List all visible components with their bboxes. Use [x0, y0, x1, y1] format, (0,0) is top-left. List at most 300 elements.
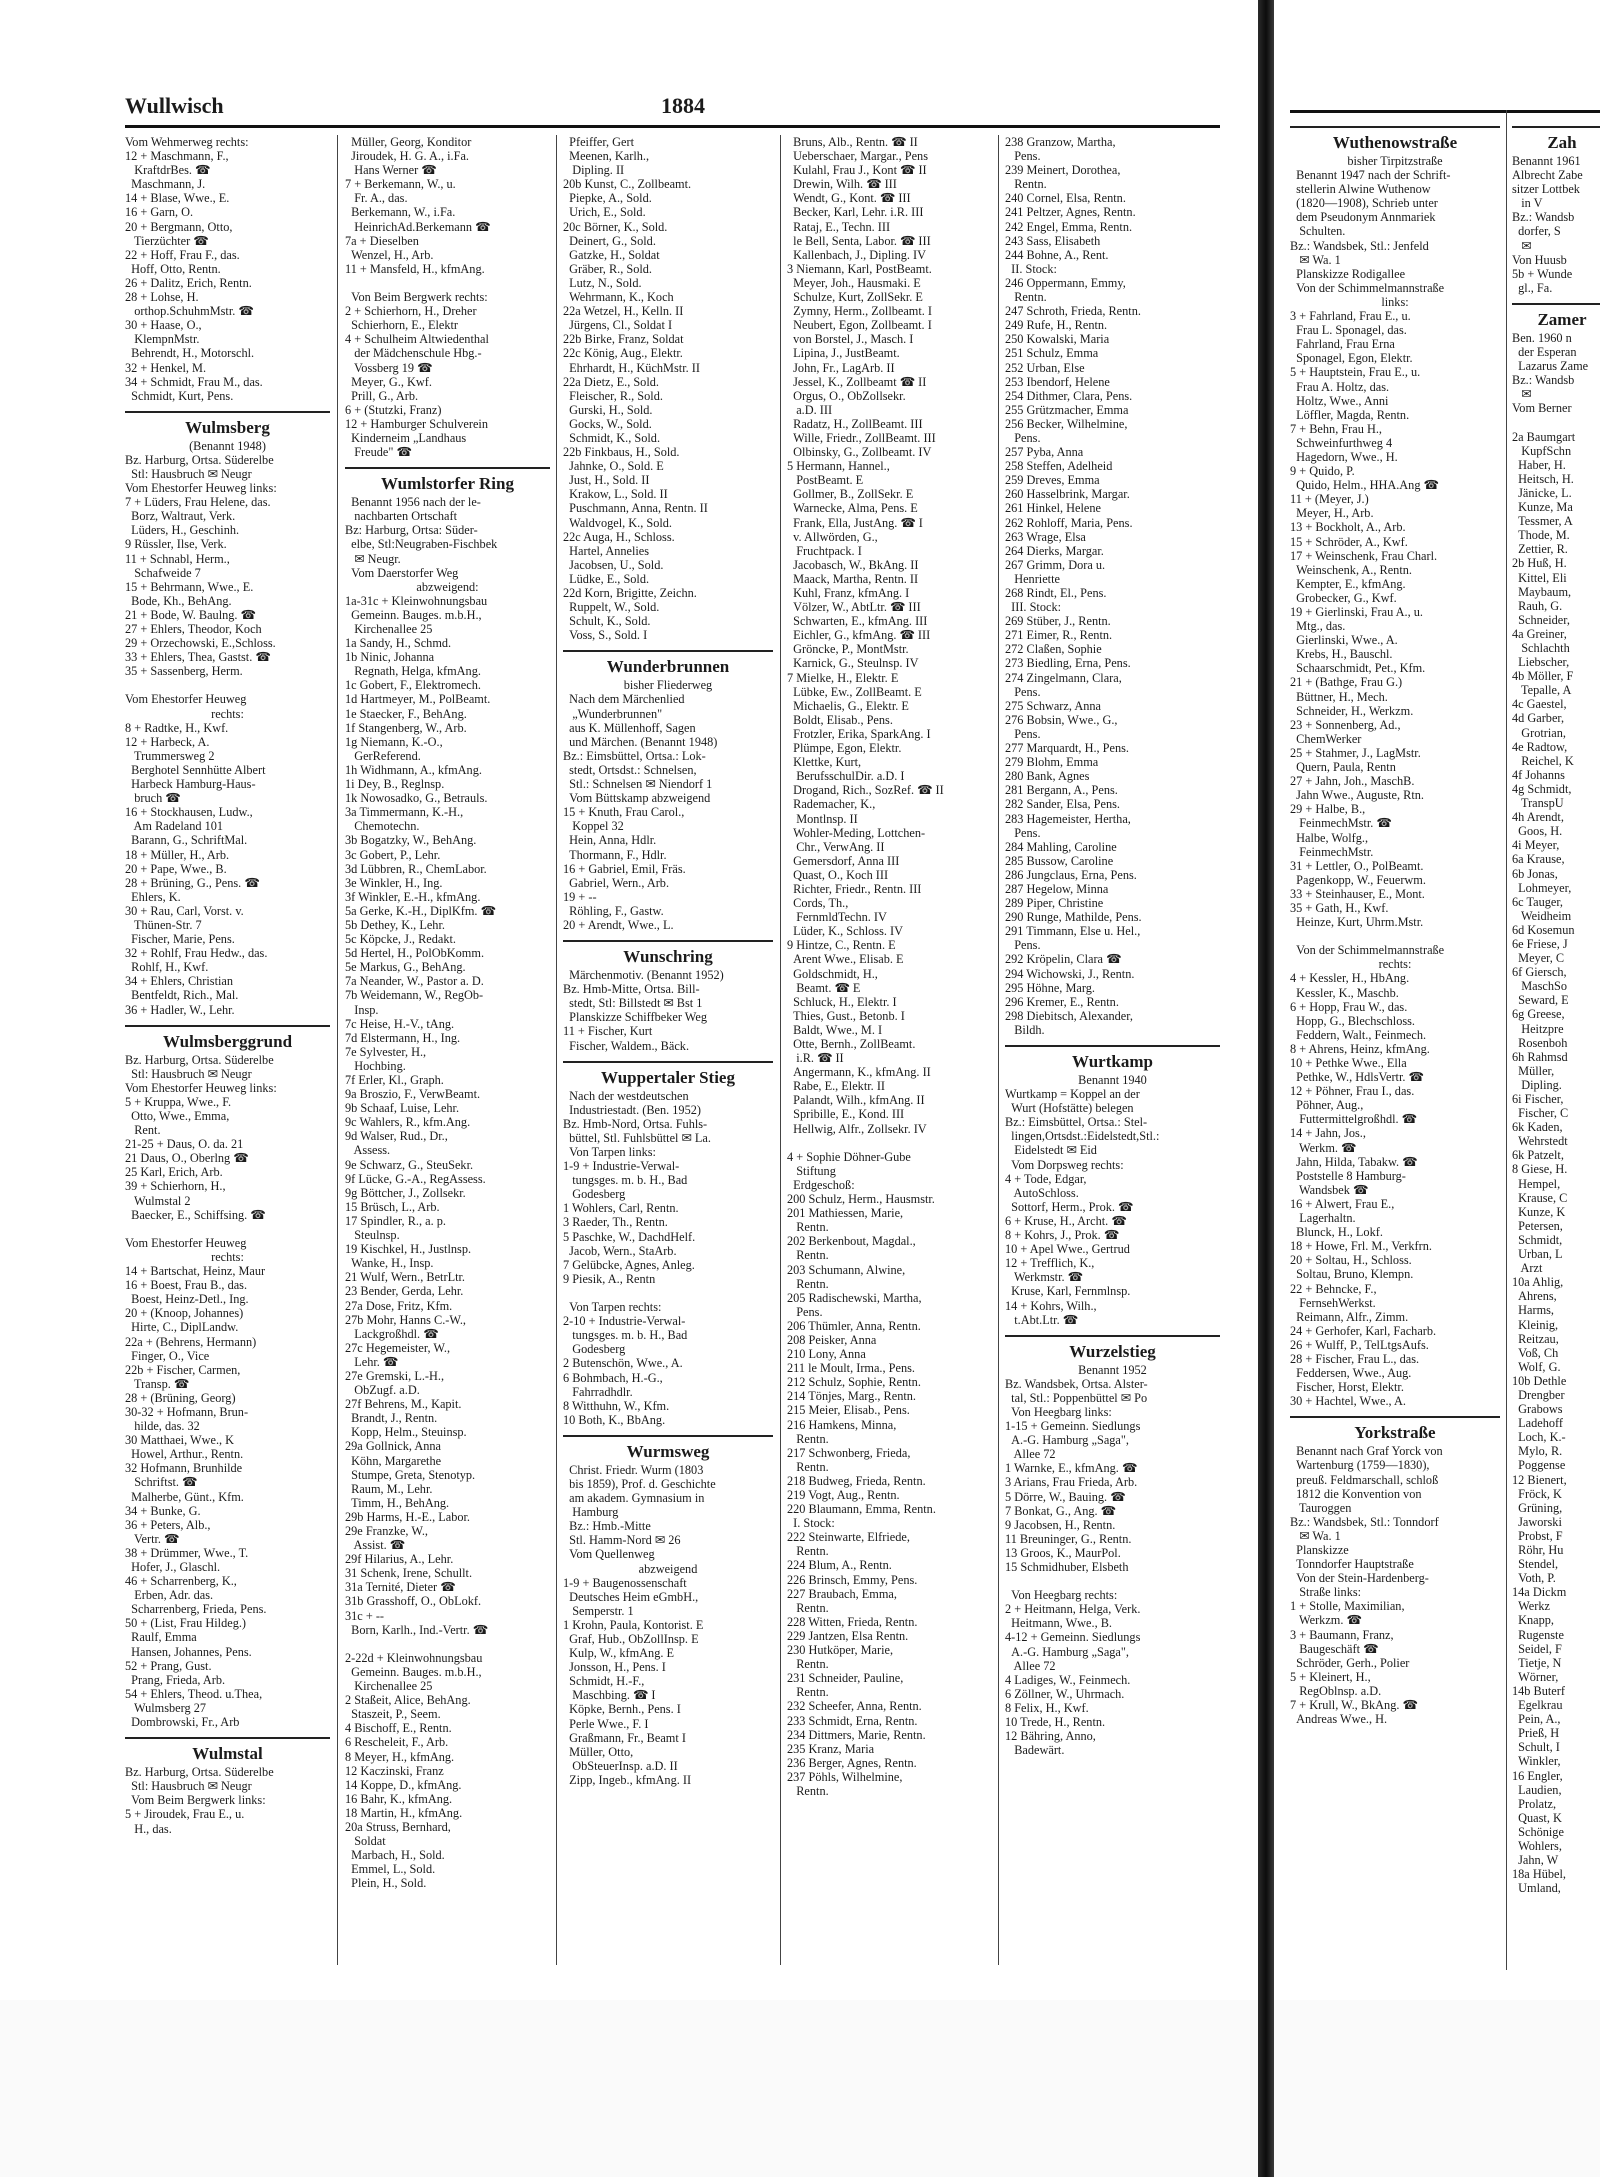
directory-entry: 1 Wohlers, Carl, Rentn.: [563, 1201, 679, 1216]
directory-entry: aus K. Müllenhoff, Sagen: [563, 720, 696, 735]
directory-entry: Weidheim: [1512, 908, 1572, 923]
street-heading: Wunderbrunnen: [563, 650, 773, 678]
directory-entry: Harbeck Hamburg-Haus-: [125, 777, 256, 792]
directory-entry: Jahn, W: [1512, 1853, 1559, 1868]
directory-entry: Hirte, C., DiplLandw.: [125, 1320, 239, 1335]
directory-entry: 9 Jacobsen, H., Rentn.: [1005, 1517, 1116, 1532]
directory-entry: bruch ☎: [125, 791, 181, 806]
directory-entry: tungsges. m. b. H., Bad: [563, 1328, 688, 1343]
directory-entry: 11 + (Meyer, J.): [1290, 492, 1369, 507]
column-divider: [998, 135, 999, 1965]
directory-entry: Montlnsp. II: [787, 811, 858, 826]
directory-entry: Michaelis, G., Elektr. E: [787, 698, 909, 713]
directory-entry: Transp. ☎: [125, 1376, 190, 1391]
directory-entry: 30 Matthaei, Wwe., K: [125, 1433, 235, 1448]
directory-entry: Kunze, Ma: [1512, 500, 1573, 515]
directory-entry: Borz, Waltraut, Verk.: [125, 509, 236, 524]
directory-entry: Bildh.: [1005, 1022, 1045, 1037]
directory-entry: 4 + Tode, Edgar,: [1005, 1171, 1087, 1186]
directory-entry: 27 + Jahn, Joh., MaschB.: [1290, 774, 1415, 789]
directory-entry: 3e Winkler, H., Ing.: [345, 875, 443, 890]
directory-entry: Urban, L: [1512, 1247, 1563, 1262]
directory-entry: Jaworski: [1512, 1514, 1562, 1529]
directory-entry: 5 Paschke, W., DachdHelf.: [563, 1229, 696, 1244]
directory-entry: 6d Kosemun: [1512, 922, 1575, 937]
directory-entry: Rohlf, H., Kwf.: [125, 960, 209, 975]
directory-entry: Hochbing.: [345, 1058, 406, 1073]
directory-entry: Petersen,: [1512, 1218, 1563, 1233]
directory-entry: 4 + Sophie Döhner-Gube: [787, 1149, 911, 1164]
page-bottom-margin: [0, 2000, 1600, 2177]
directory-entry: 30-32 + Hofmann, Brun-: [125, 1404, 249, 1419]
directory-entry: 20 + Bergmann, Otto,: [125, 219, 233, 234]
directory-entry: Insp.: [345, 1002, 379, 1017]
directory-entry: Harms,: [1512, 1303, 1555, 1318]
directory-entry: 29 + Halbe, B.,: [1290, 802, 1366, 817]
directory-entry: 9d Walser, Rud., Dr.,: [345, 1129, 448, 1144]
directory-entry: Gierlinski, Wwe., A.: [1290, 633, 1398, 648]
directory-entry: 18a Hübel,: [1512, 1867, 1566, 1882]
directory-entry: ✉: [1512, 387, 1532, 402]
directory-entry: 1f Stangenberg, W., Arb.: [345, 720, 467, 735]
directory-entry: Otto, Wwe., Emma,: [125, 1109, 230, 1123]
directory-entry: Richter, Friedr., Rentn. III: [787, 881, 922, 896]
directory-entry: von Borstel, J., Masch. I: [787, 332, 914, 347]
directory-entry: 4a Greiner,: [1512, 626, 1567, 641]
directory-entry: Pöhner, Aug.,: [1290, 1098, 1364, 1113]
directory-entry: preuß. Feldmarschall, schloß: [1290, 1472, 1439, 1487]
directory-entry: 9g Böttcher, J., Zollsekr.: [345, 1185, 466, 1200]
directory-entry: 5a Gerke, K.-H., DiplKfm. ☎: [345, 903, 496, 918]
directory-entry: Raum, M., Lehr.: [345, 1481, 433, 1496]
directory-entry: 237 Pöhls, Wilhelmine,: [787, 1769, 903, 1784]
directory-entry: Von Heegbarg rechts:: [1005, 1588, 1118, 1603]
directory-entry: 34 + Schmidt, Frau M., das.: [125, 374, 263, 389]
directory-entry: 6h Rahmsd: [1512, 1049, 1568, 1064]
directory-entry: Prieß, H: [1512, 1726, 1560, 1741]
directory-entry: Schult, K., Sold.: [563, 614, 651, 629]
directory-entry: 12 + Trefflich, K.,: [1005, 1256, 1095, 1271]
directory-entry: Vertr. ☎: [125, 1531, 180, 1546]
directory-entry: Grabows: [1512, 1402, 1563, 1417]
directory-entry: Probst, F: [1512, 1528, 1563, 1543]
directory-entry: 4h Arendt,: [1512, 810, 1564, 825]
directory-entry: 258 Steffen, Adelheid: [1005, 459, 1113, 474]
directory-entry: lingen,Ortsdst.:Eidelstedt,Stl.:: [1005, 1129, 1160, 1144]
directory-entry: Hein, Anna, Hdlr.: [563, 833, 657, 848]
directory-entry: RegOblnsp. a.D.: [1290, 1683, 1382, 1698]
directory-entry: 3 Raeder, Th., Rentn.: [563, 1215, 668, 1230]
directory-entry: 215 Meier, Elisab., Pens.: [787, 1403, 910, 1418]
directory-entry: 262 Rohloff, Maria, Pens.: [1005, 515, 1133, 530]
directory-entry: 6k Patzelt,: [1512, 1148, 1564, 1163]
directory-entry: 21 + (Bathge, Frau G.): [1290, 675, 1403, 690]
directory-entry: Fischer, Horst, Elektr.: [1290, 1380, 1404, 1395]
directory-entry: Drengber: [1512, 1387, 1565, 1402]
directory-entry: Schneider,: [1512, 612, 1570, 627]
directory-entry: Vom Ehestorfer Heuweg links:: [125, 481, 277, 496]
directory-entry: 7f Erler, Kl., Graph.: [345, 1073, 444, 1087]
directory-entry: Köpke, Bernh., Pens. I: [563, 1702, 681, 1717]
directory-entry: 10a Ahlig,: [1512, 1275, 1564, 1290]
column-5: [1005, 135, 1220, 1965]
directory-entry: KupfSchn: [1512, 443, 1572, 458]
directory-entry: Dipling.: [1512, 1077, 1562, 1092]
directory-entry: Orgus, O., ObZollsekr.: [787, 388, 906, 403]
directory-entry: Waldvogel, K., Sold.: [563, 515, 672, 530]
directory-entry: 1k Nowosadko, G., Betrauls.: [345, 791, 488, 806]
directory-entry: Kulp, W., kfmAng. E: [563, 1646, 675, 1661]
directory-entry: 26 + Dalitz, Erich, Rentn.: [125, 275, 252, 290]
directory-entry: 15 Brüsch, L., Arb.: [345, 1199, 440, 1214]
directory-entry: Hagedorn, Wwe., H.: [1290, 449, 1398, 464]
directory-entry: Löffler, Magda, Rentn.: [1290, 407, 1410, 422]
directory-entry: tungsges. m. b. H., Bad: [563, 1173, 688, 1188]
book-binding-gutter: [1258, 0, 1274, 2177]
directory-entry: 20a Struss, Bernhard,: [345, 1819, 451, 1834]
directory-entry: 263 Wrage, Elsa: [1005, 529, 1086, 544]
directory-entry: Fischer, C: [1512, 1106, 1569, 1121]
directory-entry: 8 + Radtke, H., Kwf.: [125, 720, 229, 735]
directory-entry: Schmidt, K., Sold.: [563, 430, 661, 445]
directory-entry: KraftdrBes. ☎: [125, 163, 211, 178]
directory-entry: Barann, G., SchriftMal.: [125, 833, 248, 848]
directory-entry: Berkemann, W., i.Fa.: [345, 205, 456, 220]
directory-entry: 231 Schneider, Pauline,: [787, 1671, 904, 1686]
directory-entry: t.Abt.Ltr. ☎: [1005, 1312, 1079, 1327]
directory-entry: 10 + Apel Wwe., Gertrud: [1005, 1242, 1130, 1257]
directory-entry: Hoff, Otto, Rentn.: [125, 261, 221, 276]
directory-entry: 12 + Hamburger Schulverein: [345, 416, 488, 431]
directory-entry: Klettke, Kurt,: [787, 755, 862, 770]
directory-entry: 19 + --: [563, 889, 597, 904]
directory-entry: Rataj, E., Techn. III: [787, 219, 891, 234]
directory-entry: Eichler, G., kfmAng. ☎ III: [787, 628, 931, 643]
directory-entry: Werkm. ☎: [1290, 1140, 1357, 1155]
directory-entry: 2 + Heitmann, Helga, Verk.: [1005, 1602, 1141, 1617]
directory-entry: Am Radeland 101: [125, 819, 224, 834]
directory-entry: Meyer, Joh., Hausmaki. E: [787, 275, 921, 290]
directory-entry: Wulmstal 2: [125, 1193, 191, 1208]
directory-entry: 217 Schwonberg, Frieda,: [787, 1445, 911, 1460]
directory-entry: Rabe, E., Elektr. II: [787, 1079, 886, 1094]
directory-entry: Kirchenallee 25: [345, 1679, 433, 1694]
directory-entry: 25 + Stahmer, J., LagMstr.: [1290, 745, 1421, 760]
directory-entry: 243 Sass, Elisabeth: [1005, 233, 1101, 248]
directory-entry: Von der Schimmelmannstraße: [1290, 280, 1445, 295]
directory-entry: Bentfeldt, Rich., Mal.: [125, 988, 239, 1003]
directory-entry: Krause, C: [1512, 1190, 1568, 1205]
directory-entry: 39 + Schierhorn, H.,: [125, 1179, 226, 1194]
directory-entry: Stendel,: [1512, 1557, 1559, 1572]
directory-entry: 22a + (Behrens, Hermann): [125, 1334, 257, 1349]
directory-entry: Jonsson, H., Pens. I: [563, 1660, 666, 1675]
directory-entry: stedt, Stl: Billstedt ✉ Bst 1: [563, 996, 703, 1011]
directory-entry: 2 + Schierhorn, H., Dreher: [345, 304, 477, 319]
directory-entry: Thünen-Str. 7: [125, 917, 202, 932]
directory-entry: GerReferend.: [345, 748, 421, 763]
directory-entry: Schmidt,: [1512, 1232, 1563, 1247]
directory-entry: 5c Köpcke, J., Redakt.: [345, 932, 456, 947]
directory-entry: Urich, E., Sold.: [563, 205, 646, 220]
directory-entry: 282 Sander, Elsa, Pens.: [1005, 797, 1120, 812]
directory-entry: Frotzler, Erika, SparkAng. I: [787, 726, 931, 741]
directory-entry: Kittel, Eli: [1512, 570, 1567, 585]
directory-entry: 6i Fischer,: [1512, 1092, 1564, 1106]
directory-entry: Bz. Harburg, Ortsa. Süderelbe: [125, 452, 274, 467]
directory-entry: 14 + Bartschat, Heinz, Maur: [125, 1264, 266, 1279]
directory-entry: Stl.: Schnelsen ✉ Niendorf 1: [563, 777, 713, 792]
directory-entry: 290 Runge, Mathilde, Pens.: [1005, 910, 1142, 925]
directory-entry: 4b Möller, F: [1512, 669, 1574, 684]
directory-entry: dem Pseudonym Annmariek: [1290, 210, 1436, 225]
directory-entry: 11 + Fischer, Kurt: [563, 1024, 653, 1039]
directory-entry: Andreas Wwe., H.: [1290, 1712, 1388, 1727]
directory-entry: Rademacher, K.,: [787, 797, 876, 812]
directory-entry: 233 Schmidt, Erna, Rentn.: [787, 1713, 918, 1728]
directory-entry: 6 Bohmbach, H.-G.,: [563, 1370, 663, 1385]
directory-entry: 9 Rüssler, Ilse, Verk.: [125, 537, 227, 552]
street-heading: Wunschring: [563, 940, 773, 968]
directory-entry: 20 + (Knoop, Johannes): [125, 1306, 244, 1321]
directory-entry: Fleischer, R., Sold.: [563, 388, 663, 403]
directory-entry: 11 Breuninger, G., Rentn.: [1005, 1531, 1132, 1546]
directory-entry: 236 Berger, Agnes, Rentn.: [787, 1755, 917, 1770]
directory-entry: 1a Sandy, H., Schmd.: [345, 636, 452, 651]
directory-entry: Gatzke, H., Soldat: [563, 247, 660, 262]
directory-entry: 7d Elstermann, H., Ing.: [345, 1030, 461, 1045]
directory-entry: 18 Martin, H., kfmAng.: [345, 1805, 463, 1820]
directory-entry: 34 + Bunke, G.: [125, 1503, 201, 1518]
directory-entry: Thode, M.: [1512, 528, 1570, 543]
directory-entry: und Märchen. (Benannt 1948): [563, 734, 718, 749]
directory-entry: Lüders, H., Geschinh.: [125, 523, 240, 538]
directory-entry: Wehrmann, K., Koch: [563, 290, 674, 305]
directory-entry: Vom Ehestorfer Heuweg: [125, 1235, 247, 1250]
directory-entry: Regnath, Helga, kfmAng.: [345, 664, 481, 679]
directory-entry: 14a Dickm: [1512, 1585, 1567, 1600]
directory-entry: 234 Dittmers, Marie, Rentn.: [787, 1727, 926, 1742]
directory-entry: Goldschmidt, H.,: [787, 966, 878, 981]
directory-entry: Benannt 1956 nach der le-: [345, 495, 481, 510]
directory-entry: v. Allwörden, G.,: [787, 529, 878, 544]
directory-entry: Lehr. ☎: [345, 1354, 399, 1369]
directory-entry: Scharrenberg, Frieda, Pens.: [125, 1602, 267, 1617]
directory-entry: 2 Butenschön, Wwe., A.: [563, 1356, 683, 1371]
directory-entry: 15 + Schröder, A., Kwf.: [1290, 534, 1408, 549]
directory-entry: 261 Hinkel, Helene: [1005, 501, 1101, 516]
directory-entry: Schafweide 7: [125, 565, 201, 580]
directory-entry: 30 + Hachtel, Wwe., A.: [1290, 1394, 1406, 1409]
directory-entry: Prang, Frieda, Arb.: [125, 1672, 226, 1687]
directory-entry: 26 + Wulff, P., TelLtgsAufs.: [1290, 1337, 1429, 1352]
directory-entry: Lazarus Zame: [1512, 359, 1589, 374]
directory-entry: Rosenboh: [1512, 1035, 1568, 1050]
directory-entry: Kunze, K: [1512, 1204, 1566, 1219]
directory-entry: 16 + Boest, Frau B., das.: [125, 1278, 248, 1293]
directory-entry: Malherbe, Günt., Kfm.: [125, 1489, 244, 1504]
directory-entry: 6b Jonas,: [1512, 866, 1558, 881]
directory-entry: Deinert, G., Sold.: [563, 233, 656, 248]
directory-entry: Schwarten, E., kfmAng. III: [787, 614, 928, 629]
directory-entry: Ahrens,: [1512, 1289, 1557, 1304]
directory-entry: 296 Kremer, E., Rentn.: [1005, 994, 1119, 1009]
directory-entry: Büttner, H., Mech.: [1290, 689, 1388, 704]
directory-entry: Bz. Harburg, Ortsa. Süderelbe: [125, 1765, 274, 1780]
directory-entry: Pens.: [1005, 684, 1041, 699]
directory-entry: 200 Schulz, Herm., Hausmstr.: [787, 1192, 935, 1207]
directory-entry: 3 Niemann, Karl, PostBeamt.: [787, 261, 932, 276]
column-divider: [337, 135, 338, 1965]
directory-entry: Pethke, W., HdlsVertr. ☎: [1290, 1070, 1424, 1085]
directory-entry: Fahrradhdlr.: [563, 1384, 633, 1399]
directory-entry: Vossberg 19 ☎: [345, 360, 433, 375]
directory-entry: Von Beim Bergwerk rechts:: [345, 290, 488, 305]
directory-entry: Rentn.: [1005, 290, 1047, 305]
directory-entry: A.-G. Hamburg „Saga",: [1005, 1433, 1129, 1448]
directory-entry: Bz.: Wandsb: [1512, 210, 1575, 225]
directory-entry: 214 Tönjes, Marg., Rentn.: [787, 1389, 916, 1404]
directory-entry: ✉ Wa. 1: [1290, 1528, 1341, 1543]
directory-entry: Drewin, Wilh. ☎ III: [787, 177, 897, 192]
directory-entry: 27f Behrens, M., Kapit.: [345, 1397, 462, 1412]
directory-entry: ChemWerker: [1290, 731, 1362, 746]
column-1: [125, 135, 330, 1965]
directory-entry: Lohmeyer,: [1512, 880, 1572, 895]
directory-entry: 7a Neander, W., Pastor a. D.: [345, 974, 484, 989]
street-note: rechts:: [1378, 957, 1412, 972]
directory-entry: Graßmann, Fr., Beamt I: [563, 1730, 686, 1745]
directory-entry: Voss, S., Sold. I: [563, 628, 648, 643]
directory-entry: Rentn.: [787, 1600, 829, 1615]
directory-entry: Fahrland, Frau Erna: [1290, 337, 1395, 352]
directory-entry: 4g Schmidt,: [1512, 781, 1572, 796]
directory-entry: 291 Timmann, Else u. Hel.,: [1005, 924, 1141, 939]
directory-entry: 22a Dietz, E., Sold.: [563, 374, 659, 389]
directory-entry: 206 Thümler, Anna, Rentn.: [787, 1318, 921, 1333]
directory-entry: Winkler,: [1512, 1754, 1561, 1769]
directory-entry: 211 le Moult, Irma., Pens.: [787, 1361, 915, 1376]
directory-entry: 267 Grimm, Dora u.: [1005, 557, 1106, 572]
directory-entry: 6f Giersch,: [1512, 965, 1567, 980]
directory-entry: 269 Stüber, J., Rentn.: [1005, 614, 1111, 629]
directory-entry: 232 Scheefer, Anna, Rentn.: [787, 1699, 922, 1714]
directory-entry: Schmidt, H.-F.,: [563, 1674, 645, 1689]
directory-entry: 264 Dierks, Margar.: [1005, 543, 1104, 558]
directory-entry: 15 Schmidhuber, Elsbeth: [1005, 1560, 1129, 1574]
directory-entry: Wille, Friedr., ZollBeamt. III: [787, 430, 936, 445]
directory-entry: Kessler, K., Maschb.: [1290, 985, 1399, 1000]
directory-entry: Schult, I: [1512, 1740, 1560, 1755]
directory-entry: 9 Hintze, C., Rentn. E: [787, 938, 896, 953]
directory-entry: 19 + Gierlinski, Frau A., u.: [1290, 605, 1423, 619]
directory-entry: Kopp, Helm., Steuinsp.: [345, 1425, 467, 1440]
street-heading: Wuthenowstraße: [1290, 126, 1500, 154]
directory-entry: III. Stock:: [1005, 600, 1062, 615]
directory-entry: 7c Heise, H.-V., tAng.: [345, 1016, 455, 1031]
directory-entry: Goos, H.: [1512, 824, 1563, 839]
directory-entry: am akadem. Gymnasium in: [563, 1491, 705, 1506]
directory-entry: 22a Wetzel, H., Kelln. II: [563, 304, 684, 319]
directory-entry: 8 Meyer, H., kfmAng.: [345, 1749, 455, 1764]
directory-entry: Quast, K: [1512, 1810, 1562, 1825]
directory-entry: 16 + Alwert, Frau E.,: [1290, 1196, 1395, 1211]
directory-entry: 279 Blohm, Emma: [1005, 755, 1099, 770]
directory-entry: 21 Daus, O., Oberlng ☎: [125, 1151, 249, 1166]
directory-entry: 31 Schenk, Irene, Schullt.: [345, 1566, 473, 1581]
directory-entry: Bz. Hmb-Nord, Ortsa. Fuhls-: [563, 1116, 708, 1131]
directory-entry: Zettier, R.: [1512, 542, 1568, 557]
directory-entry: Karnick, G., Steulnsp. IV: [787, 656, 919, 671]
directory-entry: Kinderneim „Landhaus: [345, 430, 467, 445]
directory-entry: Vom Ehestorfer Heuweg links:: [125, 1080, 277, 1095]
directory-entry: Baugeschäft ☎: [1290, 1641, 1379, 1656]
directory-entry: 4 Ladiges, W., Feinmech.: [1005, 1672, 1131, 1687]
directory-entry: Wendt, G., Kont. ☎ III: [787, 191, 911, 206]
directory-entry: Baecker, E., Schiffsing. ☎: [125, 1207, 266, 1222]
directory-entry: 11 + Schnabl, Herm.,: [125, 551, 230, 566]
street-note: bisher Tirpitzstraße: [1347, 154, 1443, 168]
directory-entry: 275 Schwarz, Anna: [1005, 698, 1101, 713]
directory-entry: 1c Gobert, F., Elektromech.: [345, 678, 481, 693]
directory-entry: Chr., VerwAng. II: [787, 839, 885, 854]
directory-entry: 1-15 + Gemeinn. Siedlungs: [1005, 1419, 1141, 1434]
street-note: links:: [1381, 294, 1409, 309]
directory-entry: 22b + Fischer, Carmen,: [125, 1362, 241, 1377]
directory-entry: FernmldTechn. IV: [787, 910, 887, 925]
directory-entry: 18 + Müller, H., Arb.: [125, 847, 230, 862]
directory-entry: 7 + Berkemann, W., u.: [345, 177, 456, 192]
directory-entry: 6e Friese, J: [1512, 936, 1568, 951]
directory-entry: büttel, Stl. Fuhlsbüttel ✉ La.: [563, 1130, 711, 1145]
directory-entry: Planskizze: [1290, 1543, 1349, 1557]
directory-entry: Raulf, Emma: [125, 1630, 197, 1645]
directory-entry: Hamburg: [563, 1505, 619, 1520]
directory-entry: Bode, Kh., BehAng.: [125, 593, 232, 608]
directory-entry: Koppel 32: [563, 819, 624, 834]
directory-entry: Wandsbek ☎: [1290, 1182, 1369, 1197]
directory-entry: Albrecht Zabe: [1512, 168, 1583, 183]
directory-entry: Ladehoff: [1512, 1416, 1563, 1431]
directory-entry: 31b Grasshoff, O., ObLokf.: [345, 1594, 482, 1609]
right-page-top-rule: [1290, 110, 1600, 113]
directory-entry: Perle Wwe., F. I: [563, 1716, 649, 1731]
directory-entry: 240 Cornel, Elsa, Rentn.: [1005, 191, 1126, 206]
right-column-2: [1512, 118, 1600, 1970]
directory-entry: 29b Harms, H.-E., Labor.: [345, 1509, 470, 1524]
directory-entry: Lüdke, E., Sold.: [563, 571, 650, 586]
directory-entry: 9e Schwarz, G., SteuSekr.: [345, 1157, 474, 1172]
directory-entry: Wartenburg (1759—1830),: [1290, 1458, 1430, 1473]
directory-entry: 13 + Bockholt, A., Arb.: [1290, 520, 1406, 535]
directory-entry: Haber, H.: [1512, 457, 1566, 472]
street-heading: Yorkstraße: [1290, 1416, 1500, 1444]
directory-entry: Kempter, E., kfmAng.: [1290, 576, 1406, 591]
directory-entry: 20c Börner, K., Sold.: [563, 219, 668, 234]
directory-entry: Wanke, H., Insp.: [345, 1256, 434, 1271]
directory-entry: FeinmechMstr.: [1290, 844, 1374, 859]
directory-entry: 27c Hegemeister, W.,: [345, 1340, 451, 1355]
directory-entry: 38 + Drümmer, Wwe., T.: [125, 1545, 249, 1560]
directory-entry: Soltau, Bruno, Klempn.: [1290, 1267, 1414, 1282]
directory-entry: 28 + Brüning, G., Pens. ☎: [125, 875, 260, 890]
directory-entry: Müller, Otto,: [563, 1744, 634, 1759]
directory-entry: (1820—1908), Schrieb unter: [1290, 196, 1438, 211]
directory-entry: Jiroudek, H. G. A., i.Fa.: [345, 149, 469, 164]
directory-entry: Von der Schimmelmannstraße: [1290, 943, 1445, 958]
directory-entry: 287 Hegelow, Minna: [1005, 881, 1109, 896]
directory-entry: 6k Kaden,: [1512, 1120, 1563, 1135]
